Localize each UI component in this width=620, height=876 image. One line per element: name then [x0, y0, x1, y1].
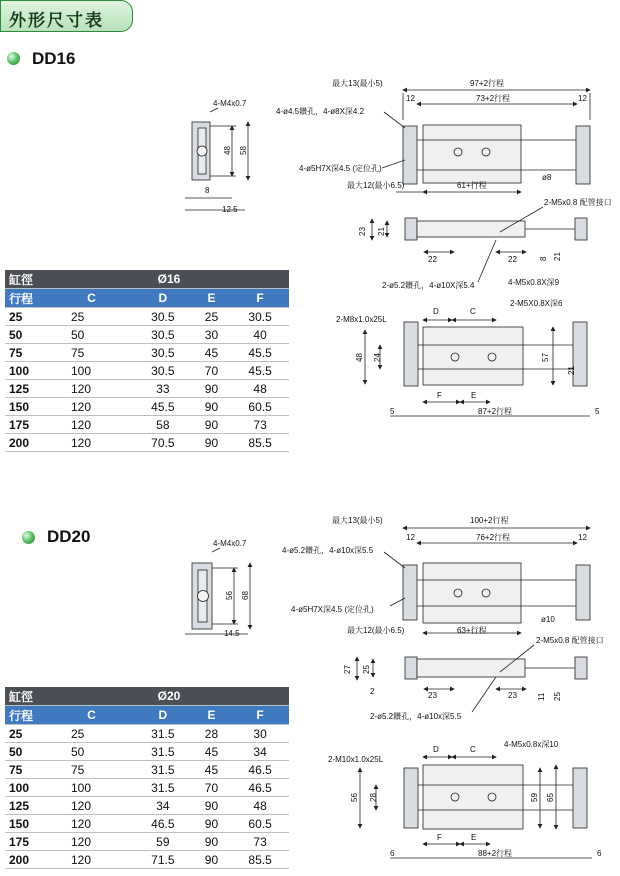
value-cell: 30.5: [134, 362, 192, 380]
value-cell: 90: [192, 815, 231, 833]
dd16-front-t2: 2-M5X0.8X深6: [510, 299, 563, 308]
dd16-top-r1: 12: [578, 94, 587, 103]
dd16-end-view: [185, 108, 248, 210]
dd20-front-h1: 56: [350, 793, 359, 802]
dd20-top-max-b: 最大12(最小6.5): [347, 626, 405, 635]
dd16-front-view: [365, 320, 590, 416]
value-cell: 90: [192, 851, 231, 869]
value-cell: 70.5: [134, 434, 192, 452]
dd16-top-l1: 12: [406, 94, 415, 103]
value-cell: 60.5: [231, 398, 289, 416]
value-cell: 85.5: [231, 851, 289, 869]
table-header-bore: Ø16: [49, 270, 289, 289]
value-cell: 45.5: [231, 362, 289, 380]
stroke-cell: 150: [5, 815, 49, 833]
value-cell: 45: [192, 743, 231, 761]
dd20-front-d: D: [433, 745, 439, 754]
dd20-end-d1: 56: [225, 591, 234, 600]
stroke-cell: 50: [5, 326, 49, 344]
dd20-side-h1: 27: [343, 665, 352, 674]
dd20-front-view: [360, 757, 592, 858]
value-cell: 31.5: [134, 779, 192, 797]
dd16-top-phi: ø8: [542, 173, 552, 182]
stroke-cell: 100: [5, 362, 49, 380]
dd20-end-d2: 68: [241, 591, 250, 600]
value-cell: 34: [231, 743, 289, 761]
dd16-front-d: D: [433, 307, 439, 316]
value-cell: 71.5: [134, 851, 192, 869]
dd20-top-l1: 12: [406, 533, 415, 542]
dd16-top-total: 97+2行程: [470, 79, 505, 88]
value-cell: 58: [134, 416, 192, 434]
dd16-end-w2: 12.5: [222, 205, 238, 214]
value-cell: 120: [49, 380, 134, 398]
table-header-stroke: 行程: [5, 289, 49, 308]
dd20-top-r1: 12: [578, 533, 587, 542]
stroke-cell: 75: [5, 761, 49, 779]
table-header-bore-label: 缸徑: [5, 687, 49, 706]
dd20-end-thread: 4-M4x0.7: [213, 539, 247, 548]
column-header: F: [231, 706, 289, 725]
value-cell: 45: [192, 761, 231, 779]
value-cell: 50: [49, 326, 134, 344]
dd20-front-f: F: [437, 833, 442, 842]
value-cell: 30.5: [231, 308, 289, 326]
value-cell: 30.5: [134, 326, 192, 344]
dd20-top-total: 100+2行程: [470, 516, 509, 525]
dd20-front-r: 6: [597, 849, 602, 858]
value-cell: 25: [49, 725, 134, 743]
column-header: D: [134, 289, 192, 308]
dd16-side-b3: 8: [539, 256, 548, 261]
dd20-side-b4: 25: [553, 692, 562, 701]
value-cell: 90: [192, 398, 231, 416]
dd20-top-view: [384, 528, 590, 633]
value-cell: 70: [192, 779, 231, 797]
stroke-cell: 150: [5, 398, 49, 416]
value-cell: 75: [49, 344, 134, 362]
value-cell: 45.5: [134, 398, 192, 416]
model-title-dd16: DD16: [32, 49, 76, 68]
value-cell: 90: [192, 833, 231, 851]
dd20-top-stroke: 63+行程: [457, 626, 487, 635]
dd16-front-t1: 4-M5x0.8X深9: [508, 278, 560, 287]
stroke-cell: 175: [5, 416, 49, 434]
value-cell: 25: [192, 308, 231, 326]
value-cell: 46.5: [134, 815, 192, 833]
value-cell: 30.5: [134, 344, 192, 362]
value-cell: 31.5: [134, 761, 192, 779]
dd16-front-total: 87+2行程: [478, 407, 513, 416]
dd16-end-w1: 8: [205, 186, 210, 195]
value-cell: 30: [192, 326, 231, 344]
dd20-side-note: 2-ø5.2鑽孔，4-ø10x深5.5: [370, 712, 462, 721]
dd20-front-total: 88+2行程: [478, 849, 513, 858]
stroke-cell: 50: [5, 743, 49, 761]
value-cell: 60.5: [231, 815, 289, 833]
value-cell: 31.5: [134, 725, 192, 743]
dd20-top-phi: ø10: [541, 615, 555, 624]
dd20-top-max: 最大13(最小5): [332, 516, 383, 525]
dd20-side-b2: 23: [508, 691, 517, 700]
table-header-bore: Ø20: [49, 687, 289, 706]
dd20-front-l: 6: [390, 849, 395, 858]
dd16-side-view: [372, 207, 587, 282]
table-header-stroke: 行程: [5, 706, 49, 725]
column-header: F: [231, 289, 289, 308]
dd20-side-port: 2-M5x0.8 配管接口: [536, 636, 604, 645]
value-cell: 73: [231, 416, 289, 434]
dd16-top-hole1: 4-ø4.5鑽孔，4-ø8X深4.2: [276, 107, 365, 116]
dd16-top-max: 最大13(最小5): [332, 79, 383, 88]
value-cell: 85.5: [231, 434, 289, 452]
dd20-side-h3: 2: [370, 687, 375, 696]
dd20-side-b3: 11: [537, 692, 546, 701]
value-cell: 100: [49, 362, 134, 380]
dd20-top-hole1: 4-ø5.2鑽孔，4-ø10x深5.5: [282, 546, 374, 555]
value-cell: 120: [49, 815, 134, 833]
dd16-side-h1: 23: [358, 227, 367, 236]
dd20-end-w2: 14.5: [224, 629, 240, 638]
value-cell: 73: [231, 833, 289, 851]
dd16-end-thread: 4-M4x0.7: [213, 99, 247, 108]
dd20-front-c: C: [470, 745, 476, 754]
dd20-top-mid: 76+2行程: [476, 533, 511, 542]
dd20-front-e: E: [471, 833, 477, 842]
dd16-front-r: 5: [595, 407, 600, 416]
value-cell: 75: [49, 761, 134, 779]
value-cell: 90: [192, 416, 231, 434]
dd20-front-h3: 59: [530, 793, 539, 802]
dd16-front-c: C: [470, 307, 476, 316]
value-cell: 48: [231, 380, 289, 398]
dd20-front-rod: 2-M10x1.0x25L: [328, 755, 384, 764]
value-cell: 25: [49, 308, 134, 326]
stroke-cell: 25: [5, 725, 49, 743]
column-header: D: [134, 706, 192, 725]
value-cell: 120: [49, 797, 134, 815]
dd16-top-max-b: 最大12(最小6.5): [347, 181, 405, 190]
value-cell: 46.5: [231, 761, 289, 779]
dd20-front-h2: 28: [369, 793, 378, 802]
stroke-cell: 75: [5, 344, 49, 362]
dd16-top-hole2: 4-ø5H7X深4.5 (定位孔): [299, 164, 382, 173]
stroke-cell: 100: [5, 779, 49, 797]
value-cell: 48: [231, 797, 289, 815]
stroke-cell: 200: [5, 434, 49, 452]
value-cell: 46.5: [231, 779, 289, 797]
value-cell: 70: [192, 362, 231, 380]
model-title-dd20: DD20: [47, 527, 91, 546]
column-header: C: [49, 289, 134, 308]
stroke-cell: 125: [5, 380, 49, 398]
dd16-front-e: E: [471, 391, 477, 400]
dd16-side-h2: 21: [377, 227, 386, 236]
value-cell: 120: [49, 434, 134, 452]
value-cell: 120: [49, 398, 134, 416]
dd16-front-rod: 2-M8x1.0x25L: [336, 315, 387, 324]
column-header: E: [192, 289, 231, 308]
dd20-front-t1: 4-M5x0.8x深10: [504, 740, 559, 749]
stroke-cell: 175: [5, 833, 49, 851]
dd20-top-hole2: 4-ø5H7X深4.5 (定位孔): [291, 605, 374, 614]
stroke-cell: 125: [5, 797, 49, 815]
dd20-side-h2: 25: [362, 665, 371, 674]
stroke-cell: 200: [5, 851, 49, 869]
column-header: C: [49, 706, 134, 725]
dd16-top-view: [382, 90, 590, 192]
value-cell: 45.5: [231, 344, 289, 362]
dd20-front-h4: 65: [546, 793, 555, 802]
dd16-front-l: 5: [390, 407, 395, 416]
dd16-front-f: F: [437, 391, 442, 400]
dd16-front-h2: 24: [373, 353, 382, 362]
value-cell: 33: [134, 380, 192, 398]
dd20-end-view: [185, 548, 250, 634]
value-cell: 50: [49, 743, 134, 761]
value-cell: 45: [192, 344, 231, 362]
dd16-front-h1: 48: [355, 353, 364, 362]
value-cell: 90: [192, 434, 231, 452]
value-cell: 120: [49, 833, 134, 851]
page-title: 外形尺寸表: [9, 11, 104, 30]
value-cell: 100: [49, 779, 134, 797]
dd16-end-d2: 58: [239, 146, 248, 155]
dd16-side-b4: 21: [553, 252, 562, 261]
dd16-side-port: 2-M5x0.8 配管接口: [544, 198, 612, 207]
dd20-side-b1: 23: [428, 691, 437, 700]
dd16-side-note: 2-ø5.2鑽孔，4-ø10X深5.4: [382, 281, 475, 290]
value-cell: 90: [192, 797, 231, 815]
dd16-front-h3: 57: [541, 353, 550, 362]
value-cell: 90: [192, 380, 231, 398]
value-cell: 59: [134, 833, 192, 851]
value-cell: 30.5: [134, 308, 192, 326]
value-cell: 120: [49, 416, 134, 434]
table-header-bore-label: 缸徑: [5, 270, 49, 289]
value-cell: 30: [231, 725, 289, 743]
value-cell: 34: [134, 797, 192, 815]
dd16-top-stroke: 61+行程: [457, 181, 487, 190]
value-cell: 28: [192, 725, 231, 743]
value-cell: 120: [49, 851, 134, 869]
dd16-side-b1: 22: [428, 255, 437, 264]
value-cell: 31.5: [134, 743, 192, 761]
column-header: E: [192, 706, 231, 725]
dd16-front-h4: 21: [567, 366, 576, 375]
dd16-end-d1: 48: [223, 146, 232, 155]
dd16-top-mid: 73+2行程: [476, 94, 511, 103]
stroke-cell: 25: [5, 308, 49, 326]
value-cell: 40: [231, 326, 289, 344]
dd16-side-b2: 22: [508, 255, 517, 264]
